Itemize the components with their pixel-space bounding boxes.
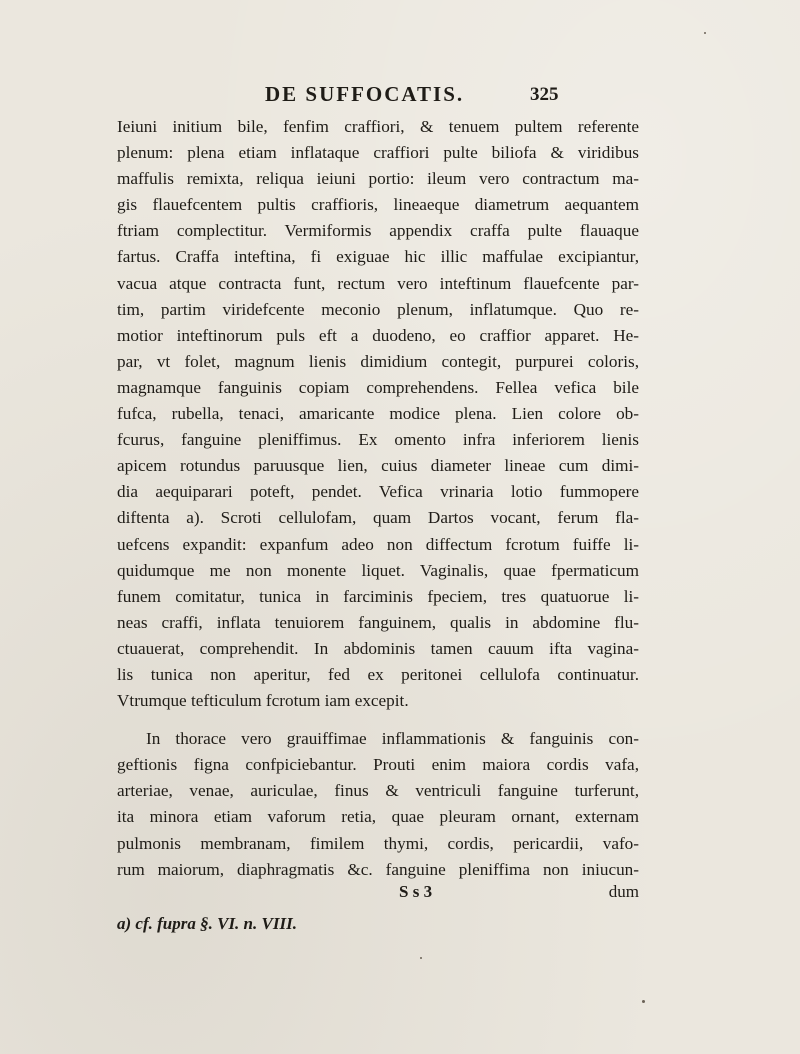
text-line: uefcens expandit: expanfum adeo non diffectum fcrotum fuiffe li- [117,534,639,554]
paper-speck [642,1000,645,1003]
text-line: plenum: plena etiam inflataque craffiori pulte biliofa & viridibus [117,143,639,163]
body-text [117,114,639,883]
text-line: tim, partim viridefcente meconio plenum, inflatumque. Quo re- [117,299,639,319]
text-line: rum maiorum, diaphragmatis &c. fanguine pleniffima non iniucun- [117,859,639,879]
text-line: funem comitatur, tunica in farciminis fpeciem, tres quatuorue li- [117,586,639,606]
text-line: In thorace vero grauiffimae inflammationis & fanguinis con- [146,729,639,749]
text-line: arteriae, venae, auriculae, finus & ventriculi fanguine turferunt, [117,781,639,801]
text-line: dia aequiparari poteft, pendet. Vefica vrinaria lotio fummopere [117,482,639,502]
text-line: maffulis remixta, reliqua ieiuni portio: ileum vero contractum ma- [117,169,639,189]
text-line: motior inteftinorum puls eft a duodeno, eo craffior apparet. He- [117,325,639,345]
text-line: ita minora etiam vaforum retia, quae pleuram ornant, externam [117,807,639,827]
text-line: diftenta a). Scroti cellulofam, quam Dartos vocant, ferum fla- [117,508,639,528]
paragraph-autopsy-abdomen [117,114,639,714]
text-line: apicem rotundus paruusque lien, cuius diameter lineae cum dimi- [117,456,639,476]
text-line: ctuauerat, comprehendit. In abdominis tamen cauum ifta vagina- [117,638,639,658]
text-line: magnamque fanguinis copiam comprehendens. Fellea vefica bile [117,377,639,397]
text-line: Vtrumque tefticulum fcrotum iam excepit. [117,691,409,711]
text-line: fcurus, fanguine pleniffimus. Ex omento infra inferiorem lienis [117,430,639,450]
text-line: fufca, rubella, tenaci, amaricante modice plena. Lien colore ob- [117,404,639,424]
text-line: Ieiuni initium bile, fenfim craffiori, & tenuem pultem referente [117,117,639,136]
page-number: 325 [530,84,559,105]
text-line: pulmonis membranam, fimilem thymi, cordis, pericardii, vafo- [117,833,639,853]
signature-catchword-row [117,882,639,906]
catchword: dum [608,882,639,901]
footnote: a) cf. fupra §. VI. n. VIII. [117,914,297,933]
text-line: geftionis figna confpiciebantur. Prouti enim maiora cordis vafa, [117,755,639,775]
text-line: quidumque me non monente liquet. Vaginalis, quae fpermaticum [117,560,639,580]
paper-speck [704,32,706,34]
text-line: fartus. Craffa inteftina, fi exiguae hic illic maffulae excipiantur, [117,247,639,267]
text-line: vacua atque contracta funt, rectum vero inteftinum flauefcente par- [117,273,639,293]
paper-speck [420,957,422,959]
paragraph-autopsy-thorax [117,726,639,883]
text-line: par, vt folet, magnum lienis dimidium contegit, purpurei coloris, [117,351,639,371]
paragraph-gap [117,714,639,726]
text-line: neas craffi, inflata tenuiorem fanguinem, qualis in abdomine flu- [117,612,639,632]
signature-mark: S s 3 [399,882,433,901]
text-line: ftriam complectitur. Vermiformis appendix craffa pulte flauaque [117,221,639,241]
running-head [0,82,800,112]
text-line: lis tunica non aperitur, fed ex peritonei cellulofa continuatur. [117,664,639,684]
text-line: gis flauefcentem pultis craffioris, lineaeque diametrum aequantem [117,195,639,215]
running-title: DE SUFFOCATIS. [265,82,465,106]
